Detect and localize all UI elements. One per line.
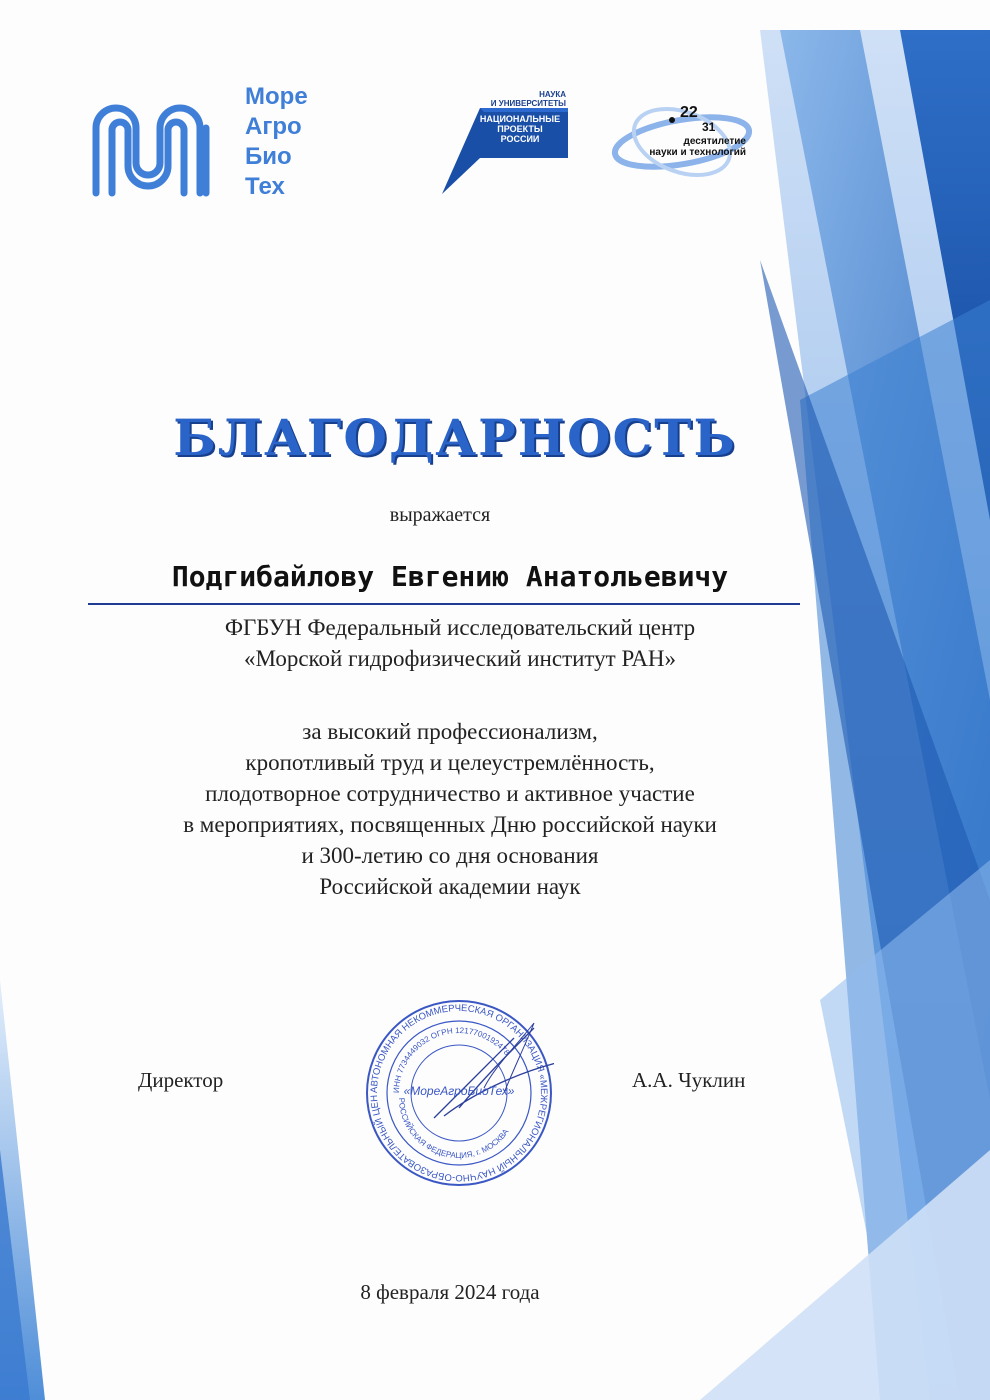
decade-number-top: 22 [680,104,698,121]
reason-line: и 300-летию со дня основания [301,843,599,868]
stamp-inner-text: ИНН 7734449032 ОГРН 1217700192478 [391,1025,512,1094]
certificate-date: 8 февраля 2024 года [360,1280,540,1304]
moreagrobiotech-logo [90,82,330,202]
reason-line: за высокий профессионализм, [302,719,598,744]
certificate-subtitle: выражается [389,504,491,526]
stamp-bottom-text: РОССИЙСКАЯ ФЕДЕРАЦИЯ, г. МОСКВА [396,1097,511,1161]
reason-line: Российской академии наук [319,874,581,899]
official-stamp [364,998,554,1188]
signatory-name: А.А. Чуклин [632,1068,746,1092]
wave-logo-icon [90,88,230,198]
certificate-title: БЛАГОДАРНОСТЬ [173,408,737,467]
stamp-outer-text: АВТОНОМНАЯ НЕКОММЕРЧЕСКАЯ ОРГАНИЗАЦИЯ «МЕЖРЕГИОНАЛЬНЫЙ НАУЧНО-ОБРАЗОВАТЕЛЬНЫЙ ЦЕН [368,1002,550,1184]
recipient-underline [88,603,800,605]
recipient-organization [110,612,810,674]
award-reason [50,716,850,902]
np-main-text: НАЦИОНАЛЬНЫЕ ПРОЕКТЫ РОССИИ [479,114,561,144]
logo-words [245,82,308,202]
stamp-center-text: «МореАгроБиоТех» [403,1084,515,1098]
np-top-text: НАУКА И УНИВЕРСИТЕТЫ [490,90,566,108]
decade-of-science-logo [610,98,760,193]
decade-text: десятилетие науки и технологий [649,136,746,158]
organization-line: «Морской гидрофизический институт РАН» [243,646,677,671]
decade-number-bottom: 31 [702,120,716,134]
logo-word: Био [245,143,292,170]
logo-word: Тех [245,173,285,200]
reason-line: в мероприятиях, посвященных Дню российской науки [183,812,717,837]
organization-line: ФГБУН Федеральный исследовательский центр [224,615,696,640]
signatory-role: Директор [138,1068,224,1092]
national-projects-logo [440,86,580,196]
recipient-name: Подгибайлову Евгению Анатольевичу [171,560,729,593]
reason-line: плодотворное сотрудничество и активное участие [205,781,695,806]
logo-word: Агро [245,113,302,140]
reason-line: кропотливый труд и целеустремлённость, [245,750,655,775]
logo-word: Море [245,83,308,110]
